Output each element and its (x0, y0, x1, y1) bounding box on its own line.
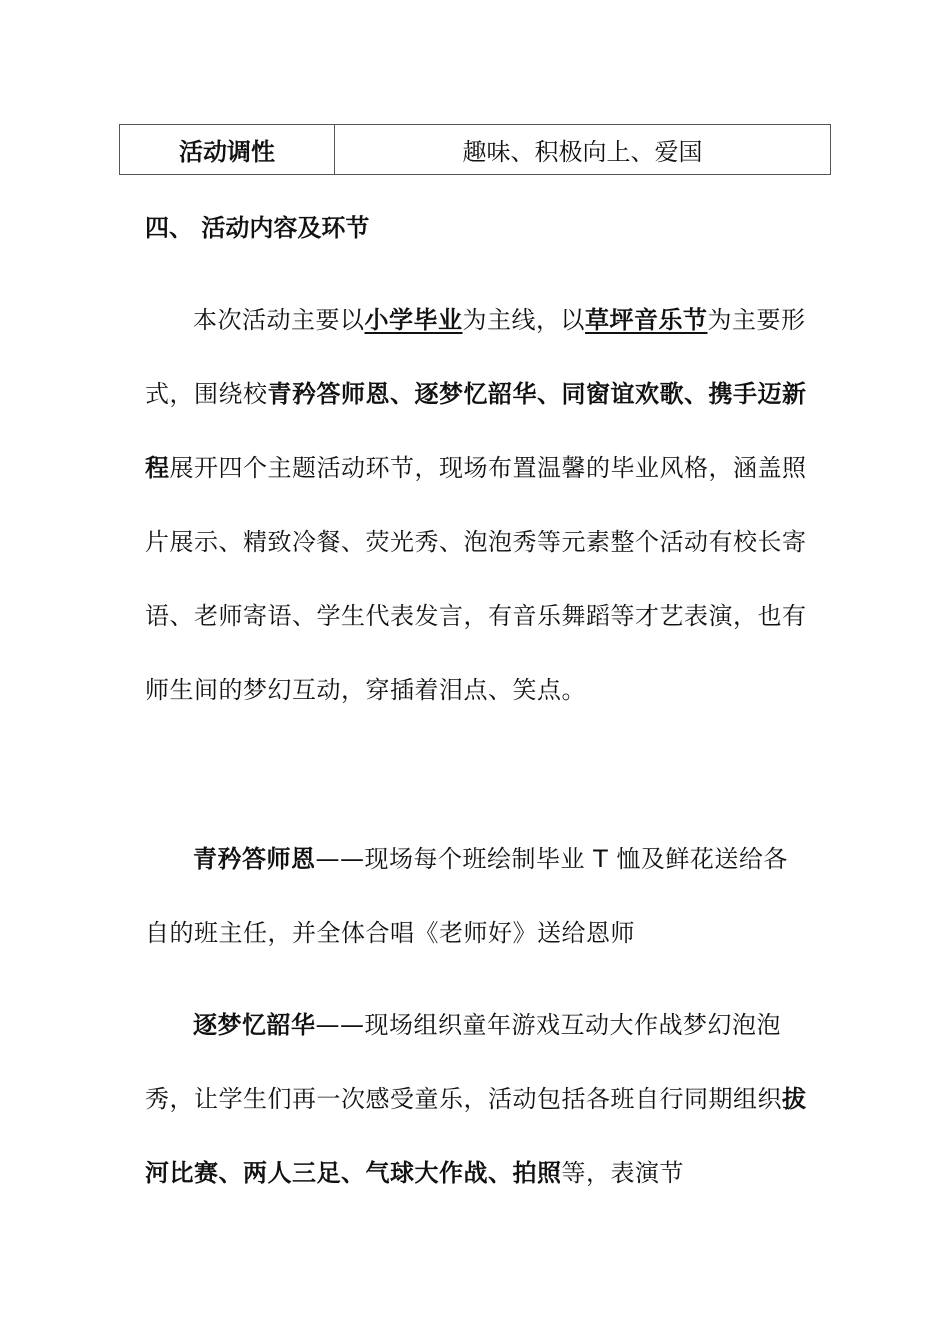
activity-tone-table (119, 124, 831, 175)
section-heading: 四、 活动内容及环节 (145, 214, 370, 242)
intro-paragraph (145, 283, 810, 727)
tone-value-cell: 趣味、积极向上、爱国 (335, 125, 831, 175)
main-line-emphasis: 小学毕业 (364, 306, 463, 334)
theme-title: 逐梦忆韶华 (193, 1011, 316, 1039)
text-run: 等，表演节 (561, 1159, 684, 1187)
text-run: 本次活动主要以 (193, 306, 365, 334)
text-run: 为主要形式，围绕校 (145, 306, 806, 408)
tone-label-cell: 活动调性 (120, 125, 335, 175)
themes-emphasis: 青矜答师恩、逐梦忆韶华、同窗谊欢歌、携手迈新程 (145, 380, 807, 482)
text-run: ——现场每个班绘制毕业 T 恤及鲜花送给各自的班主任，并全体合唱《老师好》送给恩师 (145, 845, 788, 947)
table-row (120, 125, 831, 175)
theme-title: 青矜答师恩 (193, 845, 316, 873)
text-run: 展开四个主题活动环节，现场布置温馨的毕业风格，涵盖照片展示、精致冷餐、荧光秀、泡泡秀等元素整个活动有校长寄语、老师寄语、学生代表发言，有音乐舞蹈等才艺表演，也有师生间的梦幻互动，穿插着泪点、笑点。 (145, 454, 807, 704)
theme-paragraph-teacher (145, 822, 810, 970)
text-run: ——现场组织童年游戏互动大作战梦幻泡泡秀，让学生们再一次感受童乐，活动包括各班自行同期组织 (145, 1011, 782, 1113)
text-run: 为主线，以 (462, 306, 585, 334)
games-emphasis: 拔河比赛、两人三足、气球大作战、拍照 (145, 1085, 807, 1187)
main-form-emphasis: 草坪音乐节 (585, 306, 708, 334)
theme-paragraph-childhood (145, 988, 810, 1210)
